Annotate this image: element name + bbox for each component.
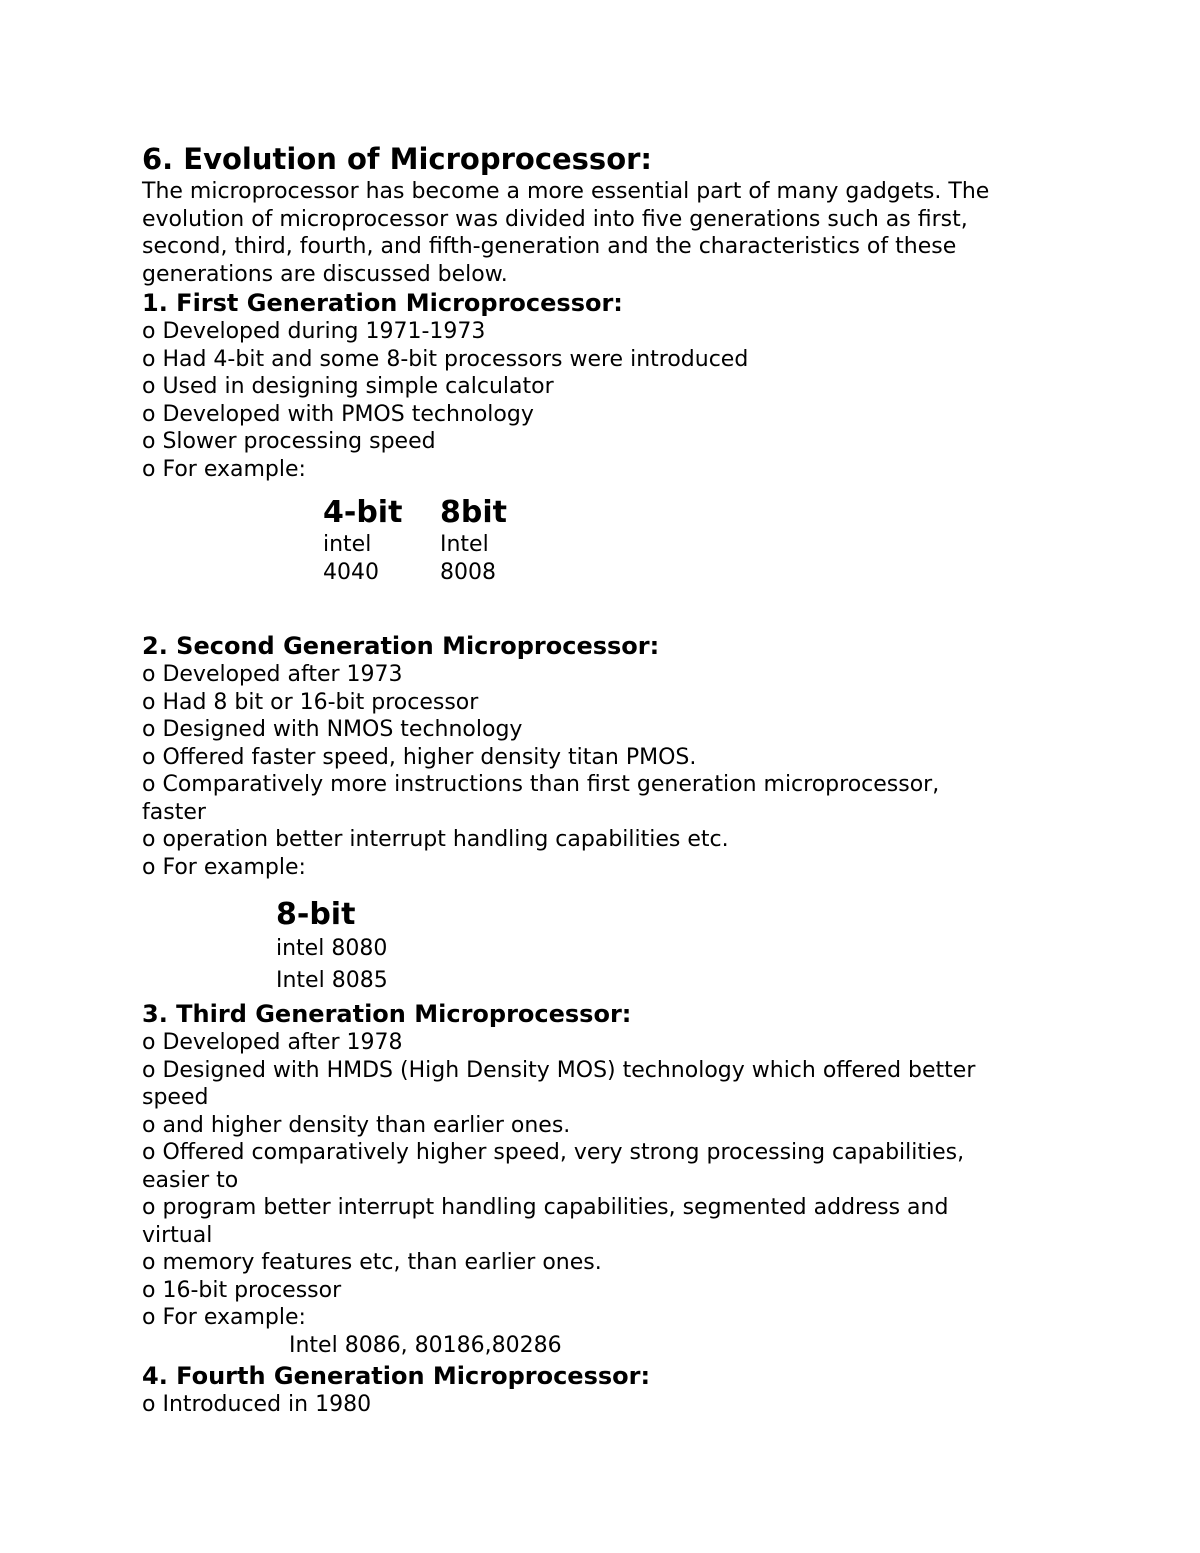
list-item: o For example: xyxy=(142,854,306,880)
section-third-generation xyxy=(142,999,1142,1359)
intro-line: The microprocessor has become a more essential part of many gadgets. The xyxy=(142,179,990,204)
document-page xyxy=(142,140,1142,1419)
example-line: Intel 8085 xyxy=(276,968,388,993)
section-heading: 2. Second Generation Microprocessor: xyxy=(142,632,660,660)
list-item: o Slower processing speed xyxy=(142,429,436,454)
list-item: o 16-bit processor xyxy=(142,1277,342,1303)
list-item: virtual xyxy=(142,1222,213,1248)
list-item: o Developed during 1971-1973 xyxy=(142,319,486,344)
example-table xyxy=(323,495,1142,587)
section-heading: 3. Third Generation Microprocessor: xyxy=(142,1000,632,1028)
example-line: Intel 8086, 80186,80286 xyxy=(289,1332,562,1358)
list-item: o Designed with NMOS technology xyxy=(142,717,523,742)
section-second-generation xyxy=(142,631,1142,997)
section-heading: 4. Fourth Generation Microprocessor: xyxy=(142,1362,651,1390)
intro-line: second, third, fourth, and fifth-generation and the characteristics of these xyxy=(142,234,957,259)
list-item: o Offered faster speed, higher density titan PMOS. xyxy=(142,744,697,770)
section-fourth-generation xyxy=(142,1361,1142,1419)
section-first-generation xyxy=(142,288,1142,587)
example-cell: 4040 xyxy=(323,560,379,585)
list-item: o Had 8 bit or 16-bit processor xyxy=(142,689,479,715)
page-title: 6. Evolution of Microprocessor: xyxy=(142,142,653,176)
list-item: o Introduced in 1980 xyxy=(142,1392,372,1417)
intro-line: generations are discussed below. xyxy=(142,261,508,287)
list-item: o Comparatively more instructions than first generation microprocessor, xyxy=(142,772,940,797)
list-item: speed xyxy=(142,1085,209,1110)
list-item: o Had 4-bit and some 8-bit processors were introduced xyxy=(142,346,749,372)
example-cell: Intel xyxy=(440,532,489,557)
list-item: o Developed after 1973 xyxy=(142,662,403,687)
list-item: o Designed with HMDS (High Density MOS) technology which offered better xyxy=(142,1057,976,1083)
list-item: o For example: xyxy=(142,1305,306,1330)
list-item: o Offered comparatively higher speed, very strong processing capabilities, xyxy=(142,1140,965,1165)
example-cell: intel xyxy=(323,532,372,557)
list-item: o and higher density than earlier ones. xyxy=(142,1112,571,1138)
example-line: intel 8080 xyxy=(276,936,388,961)
section-heading: 1. First Generation Microprocessor: xyxy=(142,289,623,317)
example-header: 8-bit xyxy=(276,897,356,932)
list-item: o operation better interrupt handling capabilities etc. xyxy=(142,827,729,852)
list-item: faster xyxy=(142,799,206,825)
example-header: 4-bit xyxy=(323,495,403,530)
intro-paragraph xyxy=(142,178,1142,288)
example-block xyxy=(276,897,1142,997)
list-item: o For example: xyxy=(142,456,306,482)
list-item: o Used in designing simple calculator xyxy=(142,374,554,399)
list-item: easier to xyxy=(142,1167,239,1193)
intro-line: evolution of microprocessor was divided into five generations such as first, xyxy=(142,206,968,232)
list-item: o memory features etc, than earlier ones. xyxy=(142,1250,602,1275)
example-header: 8bit xyxy=(440,495,507,530)
list-item: o Developed after 1978 xyxy=(142,1030,403,1055)
list-item: o Developed with PMOS technology xyxy=(142,401,534,427)
example-cell: 8008 xyxy=(440,560,496,585)
list-item: o program better interrupt handling capabilities, segmented address and xyxy=(142,1195,949,1220)
